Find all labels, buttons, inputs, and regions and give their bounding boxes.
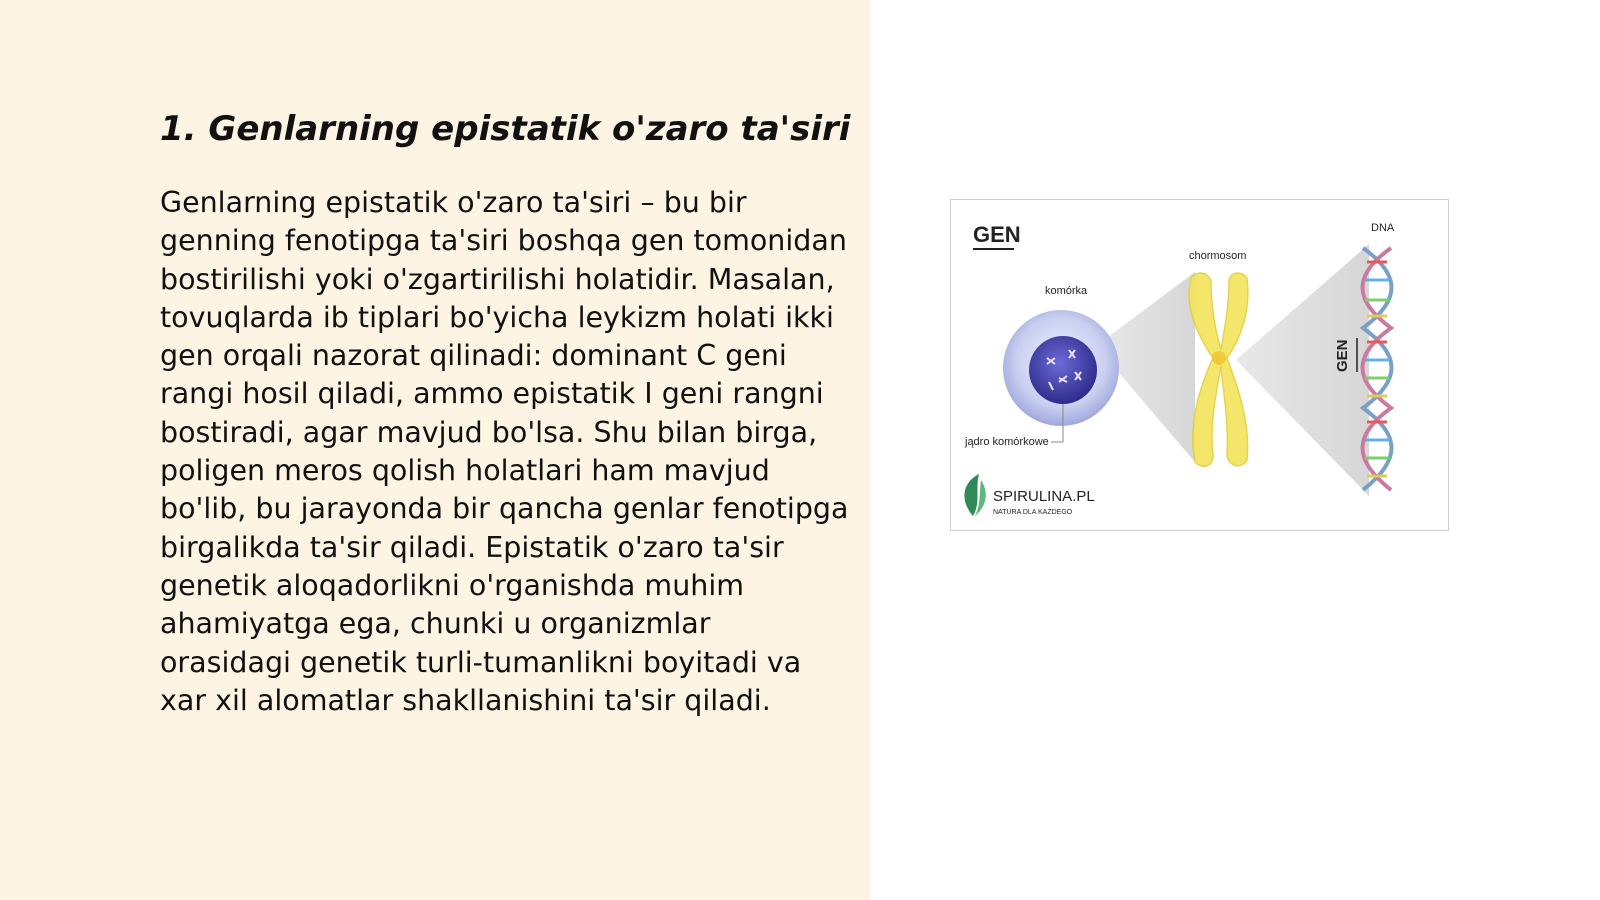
logo-tagline: NATURA DLA KAŻDEGO xyxy=(993,509,1073,516)
gene-diagram-image xyxy=(950,199,1449,531)
gene-diagram-svg xyxy=(951,200,1448,530)
cell-icon xyxy=(1003,310,1119,426)
gene-vertical-label: GEN xyxy=(1334,339,1351,372)
slide-title: 1. Genlarning epistatik o'zaro ta'siri xyxy=(160,109,851,149)
figure-title: GEN xyxy=(973,222,1021,247)
chromosome-label: chormosom xyxy=(1189,250,1247,262)
nucleus-label: jądro komórkowe xyxy=(965,436,1049,448)
cell-label: komórka xyxy=(1045,285,1088,297)
dna-label: DNA xyxy=(1371,222,1395,234)
spirulina-logo xyxy=(964,474,1094,516)
logo-text: SPIRULINA.PL xyxy=(993,488,1095,505)
chromosome-icon xyxy=(1189,273,1248,466)
slide-body-text: Genlarning epistatik o'zaro ta'siri – bu bir genning fenotipga ta'siri boshqa gen tomonidan bostirilishi yoki o'zgartirilishi holatidir. Masalan, tovuqlarda ib tiplari bo'yicha leykizm holati ikki gen orqali nazorat qilinadi: dominant C geni rangi hosil qiladi, ammo epistatik I geni rangni bostiradi, agar mavjud bo'lsa. Shu bilan birga, poligen meros qolish holatlari ham mavjud bo'lib, bu jarayonda bir qancha genlar fenotipga birgalikda ta'sir qiladi. Epistatik o'zaro ta'sir genetik aloqadorlikni o'rganishda muhim ahamiyatga ega, chunki u organizmlar orasidagi genetik turli-tumanlikni boyitadi va xar xil alomatlar shakllanishini ta'sir qiladi. xyxy=(160,186,849,717)
leaf-icon xyxy=(964,474,979,516)
